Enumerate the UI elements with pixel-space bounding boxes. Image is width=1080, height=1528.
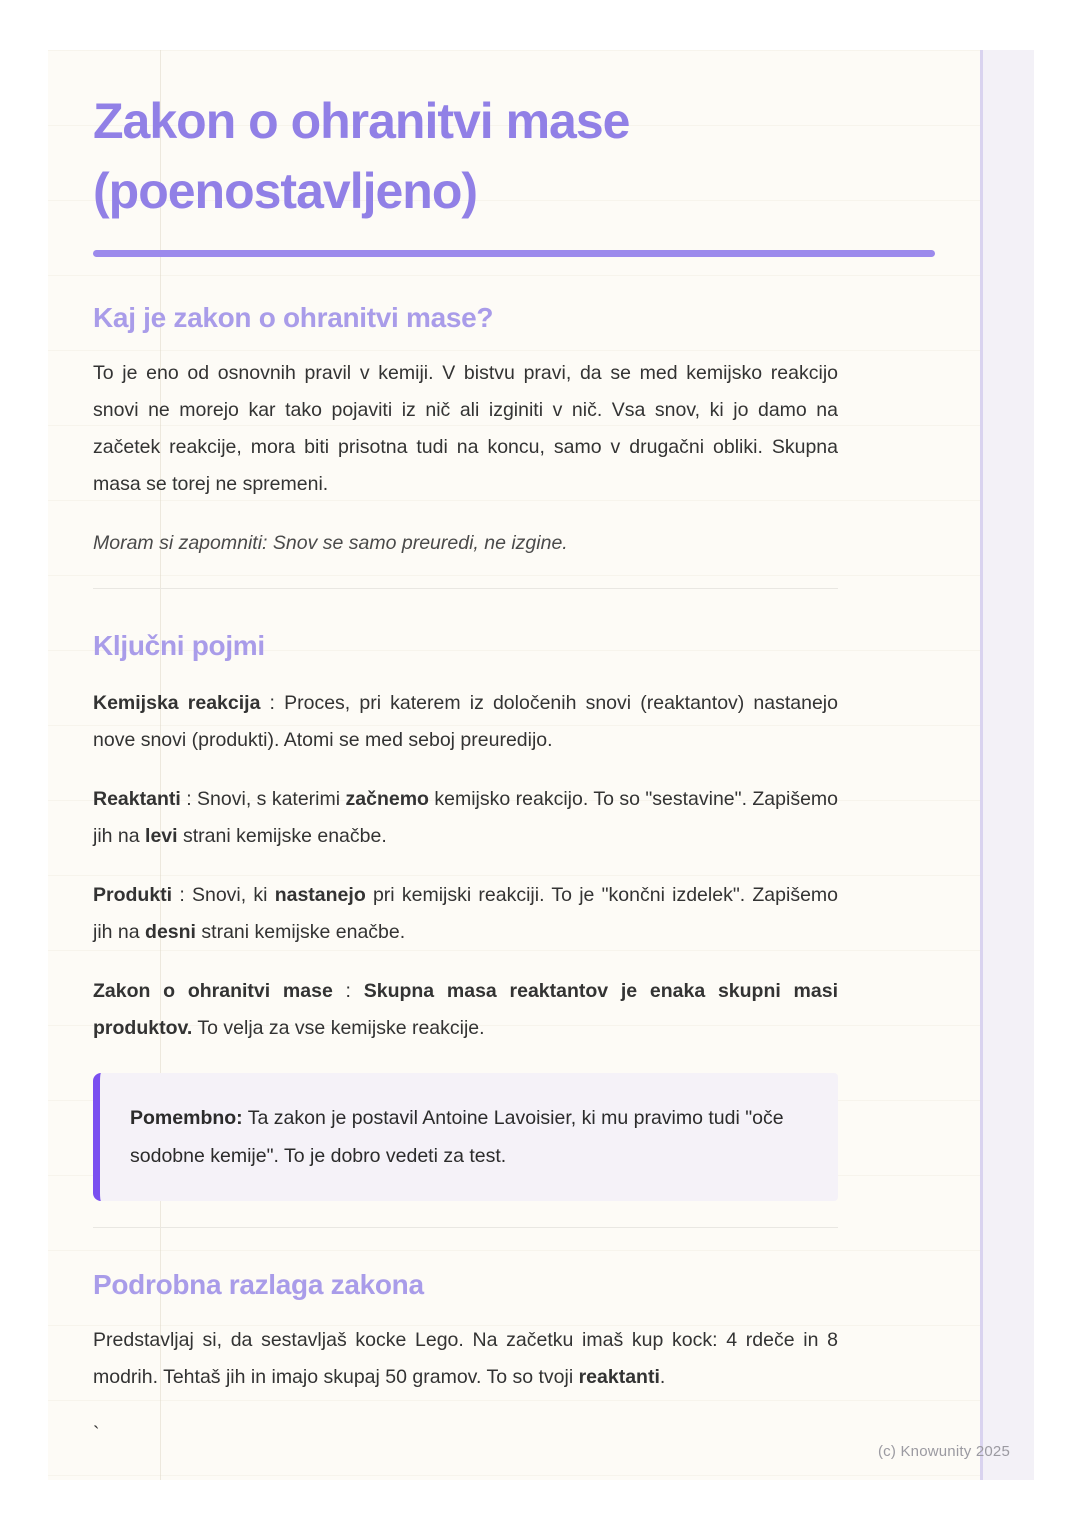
- important-callout: [93, 1073, 838, 1201]
- term-reaktanti: Reaktanti: [93, 788, 181, 810]
- section-heading-key-terms: Ključni pojmi: [93, 630, 265, 661]
- definition-produkti: [93, 877, 838, 951]
- definition-text: :: [332, 980, 364, 1002]
- page-edge-strip: [980, 50, 1034, 1480]
- definition-text: strani kemijske enačbe.: [195, 921, 406, 943]
- definition-reaktanti: [93, 781, 838, 855]
- copyright-footer: (c) Knowunity 2025: [877, 1443, 1010, 1460]
- stray-backtick: `: [93, 1423, 100, 1445]
- definition-text: : Snovi, ki: [172, 884, 275, 906]
- emphasis-zacnemo: začnemo: [345, 788, 429, 810]
- definition-text: : Snovi, s katerimi: [180, 788, 346, 810]
- emphasis-levi: levi: [145, 825, 178, 847]
- page-title: Zakon o ohranitvi mase (poenostavljeno): [93, 93, 630, 219]
- emphasis-desni: desni: [145, 921, 196, 943]
- callout-label: Pomembno:: [130, 1107, 243, 1129]
- definition-text: kemijsko reakcijo. To so "sestavine". Zapišemo jih na: [93, 788, 839, 847]
- definition-kemijska-reakcija: [93, 685, 838, 759]
- intro-paragraph: To je eno od osnovnih pravil v kemiji. V bistvu pravi, da se med kemijsko reakcijo snovi ne morejo kar tako pojaviti iz nič ali izginiti v nič. Vsa snov, ki jo damo na začetek reakcije, mora biti prisotna tudi na koncu, samo v drugačni obliki. Skupna masa se torej ne spremeni.: [93, 362, 838, 495]
- callout-text: [130, 1099, 808, 1175]
- section-heading-intro: Kaj je zakon o ohranitvi mase?: [93, 302, 494, 333]
- document-content: [93, 50, 838, 1453]
- title-rule: [93, 250, 935, 257]
- definition-text: To velja za vse kemijske reakcije.: [192, 1017, 485, 1039]
- emphasis-nastanejo: nastanejo: [274, 884, 366, 906]
- definition-text: strani kemijske enačbe.: [177, 825, 387, 847]
- explanation-text: .: [659, 1366, 666, 1388]
- definition-text: : Proces, pri katerem iz določenih snovi (reaktantov) nastanejo nove snovi (produkti). Atomi se med seboj preuredijo.: [93, 692, 838, 751]
- emphasis-skupna-masa: Skupna masa reaktantov je enaka skupni masi produktov.: [93, 980, 838, 1039]
- emphasis-reaktanti: reaktanti: [578, 1366, 660, 1388]
- term-kemijska-reakcija: Kemijska reakcija: [93, 692, 261, 714]
- study-note: Moram si zapomniti: Snov se samo preuredi, ne izgine.: [93, 532, 568, 554]
- page-card: [48, 50, 1034, 1480]
- definition-text: pri kemijski reakciji. To je "končni izdelek". Zapišemo jih na: [93, 884, 839, 943]
- section-divider: [93, 1227, 838, 1228]
- term-zakon-o-ohranitvi-mase: Zakon o ohranitvi mase: [93, 980, 333, 1002]
- section-heading-explanation: Podrobna razlaga zakona: [93, 1269, 424, 1300]
- explanation-text: Predstavljaj si, da sestavljaš kocke Lego. Na začetku imaš kup kock: 4 rdeče in 8 modrih. Tehtaš jih in imajo skupaj 50 gramov. To so tvoji: [93, 1329, 838, 1388]
- definition-zakon-o-ohranitvi-mase: [93, 973, 838, 1047]
- section-divider: [93, 588, 838, 589]
- explanation-paragraph: [93, 1322, 838, 1396]
- term-produkti: Produkti: [93, 884, 173, 906]
- callout-body: Ta zakon je postavil Antoine Lavoisier, ki mu pravimo tudi "oče sodobne kemije". To je dobro vedeti za test.: [130, 1107, 784, 1167]
